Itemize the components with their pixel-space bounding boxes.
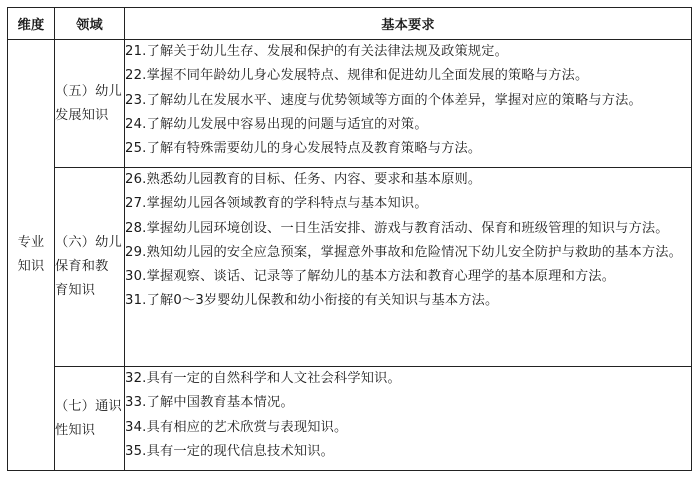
requirements-cell-section-6 bbox=[125, 168, 692, 367]
area-cell-section-7 bbox=[55, 367, 125, 471]
area-label-line-3: 育知识 bbox=[55, 283, 96, 298]
requirements-cell-section-5 bbox=[125, 40, 692, 168]
requirement-item-34: 34.具有相应的艺术欣赏与表现知识。 bbox=[125, 419, 348, 435]
requirement-item-23: 23.了解幼儿在发展水平、速度与优势领域等方面的个体差异，掌握对应的策略与方法。 bbox=[125, 92, 642, 108]
area-cell-section-6 bbox=[55, 168, 125, 367]
area-label-line-2: 保育和教 bbox=[55, 259, 109, 274]
requirement-item-22: 22.掌握不同年龄幼儿身心发展特点、规律和促进幼儿全面发展的策略与方法。 bbox=[125, 68, 589, 84]
dimension-line-2: 知识 bbox=[17, 259, 45, 274]
requirement-item-21: 21.了解关于幼儿生存、发展和保护的有关法律法规及政策规定。 bbox=[125, 44, 509, 59]
header-requirements: 基本要求 bbox=[125, 8, 692, 40]
dimension-line-1: 专业 bbox=[17, 235, 45, 250]
area-label-line-1: （六）幼儿 bbox=[55, 235, 122, 250]
requirement-item-27: 27.掌握幼儿园各领域教育的学科特点与基本知识。 bbox=[125, 196, 428, 212]
requirement-item-35: 35.具有一定的现代信息技术知识。 bbox=[125, 443, 334, 459]
requirements-cell-section-7 bbox=[125, 367, 692, 471]
requirement-item-31: 31.了解0～3岁婴幼儿保教和幼小衔接的有关知识与基本方法。 bbox=[125, 293, 499, 309]
table-row-section-5 bbox=[8, 40, 692, 168]
table-header-row bbox=[8, 8, 692, 40]
requirement-item-24: 24.了解幼儿发展中容易出现的问题与适宜的对策。 bbox=[125, 116, 428, 132]
table-row-section-7 bbox=[8, 367, 692, 471]
requirement-item-28: 28.掌握幼儿园环境创设、一日生活安排、游戏与教育活动、保育和班级管理的知识与方法。 bbox=[125, 220, 669, 236]
area-label-line-1: （七）通识 bbox=[55, 398, 122, 414]
area-cell-section-5 bbox=[55, 40, 125, 168]
area-label-line-2: 性知识 bbox=[55, 422, 96, 438]
requirement-item-32: 32.具有一定的自然科学和人文社会科学知识。 bbox=[125, 371, 401, 386]
requirement-item-29: 29.熟知幼儿园的安全应急预案，掌握意外事故和危险情况下幼儿安全防护与救助的基本方法。 bbox=[125, 244, 683, 260]
dimension-cell bbox=[8, 40, 55, 471]
requirement-item-25: 25.了解有特殊需要幼儿的身心发展特点及教育策略与方法。 bbox=[125, 141, 482, 157]
requirement-item-26: 26.熟悉幼儿园教育的目标、任务、内容、要求和基本原则。 bbox=[125, 172, 482, 187]
area-label-line-1: （五）幼儿 bbox=[55, 83, 122, 99]
header-dimension: 维度 bbox=[8, 8, 55, 40]
header-area: 领域 bbox=[55, 8, 125, 40]
requirements-table bbox=[7, 7, 692, 471]
requirement-item-30: 30.掌握观察、谈话、记录等了解幼儿的基本方法和教育心理学的基本原理和方法。 bbox=[125, 269, 616, 285]
table-row-section-6 bbox=[8, 168, 692, 367]
requirement-item-33: 33.了解中国教育基本情况。 bbox=[125, 395, 294, 411]
area-label-line-2: 发展知识 bbox=[55, 107, 109, 123]
